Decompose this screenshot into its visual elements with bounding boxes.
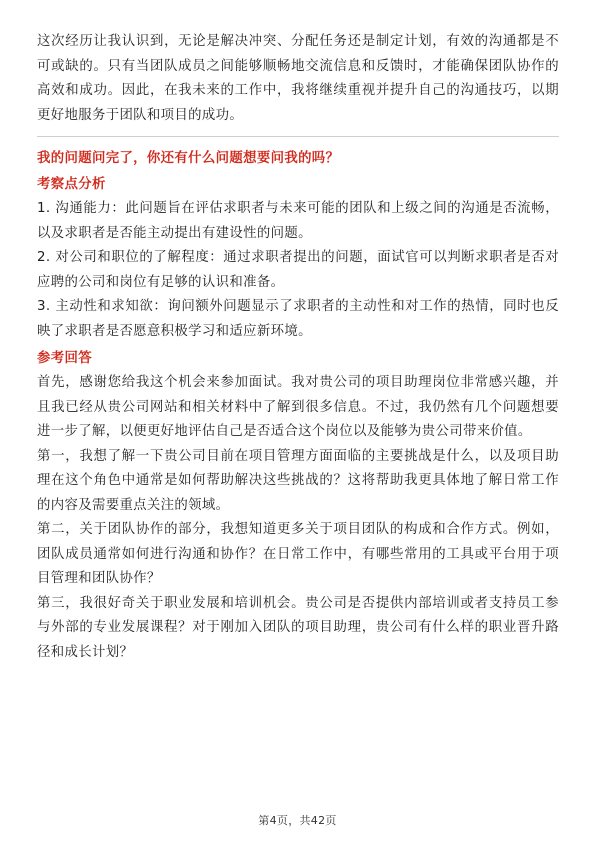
intro-paragraph: 这次经历让我认识到，无论是解决冲突、分配任务还是制定计划，有效的沟通都是不可或缺的。只有当团队成员之间能够顺畅地交流信息和反馈时，才能确保团队协作的高效和成功。因此，在我未来的工作中，我将继续重视并提升自己的沟通技巧，以期更好地服务于团队和项目的成功。 xyxy=(37,34,559,123)
analysis-list xyxy=(37,197,559,344)
analysis-item: 1. 沟通能力：此问题旨在评估求职者与未来可能的团队和上级之间的沟通是否流畅，以及求职者是否能主动提出有建设性的问题。 xyxy=(37,201,559,241)
page-content xyxy=(37,30,559,665)
question-title: 我的问题问完了，你还有什么问题想要问我的吗？ xyxy=(37,151,340,166)
answer-paragraph: 首先，感谢您给我这个机会来参加面试。我对贵公司的项目助理岗位非常感兴趣，并且我已经从贵公司网站和相关材料中了解到很多信息。不过，我仍然有几个问题想要进一步了解，以便更好地评估自己是否适合这个岗位以及能够为贵公司带来价值。 xyxy=(37,375,559,439)
answer-heading: 参考回答 xyxy=(37,351,92,366)
analysis-item: 3. 主动性和求知欲：询问额外问题显示了求职者的主动性和对工作的热情，同时也反映了求职者是否愿意积极学习和适应新环境。 xyxy=(37,299,559,339)
answer-paragraph: 第三，我很好奇关于职业发展和培训机会。贵公司是否提供内部培训或者支持员工参与外部的专业发展课程？对于刚加入团队的项目助理，贵公司有什么样的职业晋升路径和成长计划？ xyxy=(37,595,559,660)
analysis-item: 2. 对公司和职位的了解程度：通过求职者提出的问题，面试官可以判断求职者是否对应聘的公司和岗位有足够的认识和准备。 xyxy=(37,250,559,290)
answer-paragraph: 第二，关于团队协作的部分，我想知道更多关于项目团队的构成和合作方式。例如，团队成员通常如何进行沟通和协作？在日常工作中，有哪些常用的工具或平台用于项目管理和团队协作？ xyxy=(37,522,559,586)
page-footer: 第4页，共42页 xyxy=(258,814,337,827)
analysis-heading: 考察点分析 xyxy=(37,177,106,192)
answer-body xyxy=(37,371,559,665)
answer-paragraph: 第一，我想了解一下贵公司目前在项目管理方面面临的主要挑战是什么，以及项目助理在这个角色中通常是如何帮助解决这些挑战的？这将帮助我更具体地了解日常工作的内容及需要重点关注的领域。 xyxy=(37,448,559,513)
section-divider xyxy=(37,136,559,137)
